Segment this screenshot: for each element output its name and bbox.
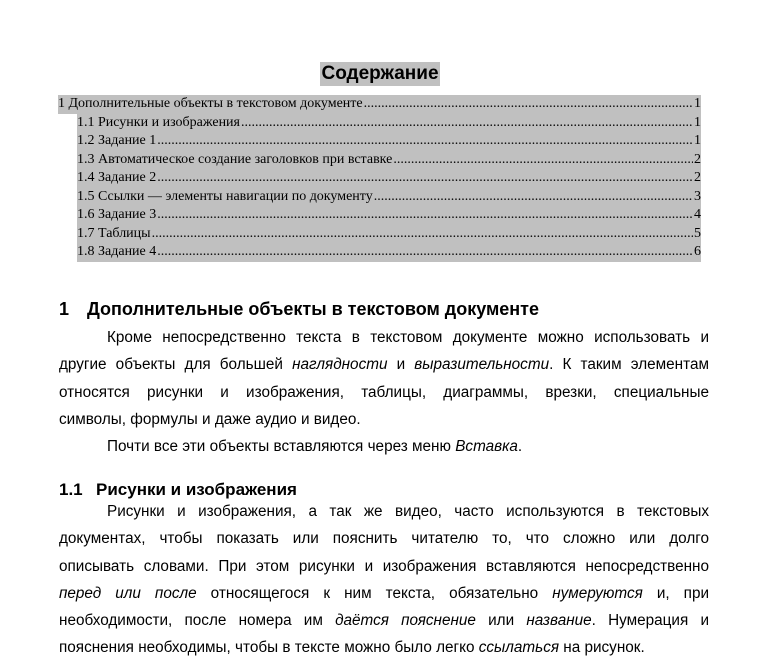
- text-run: другие объекты для большей: [59, 356, 293, 374]
- text-run: на рисунок.: [559, 639, 645, 657]
- text-run: документах, чтобы показать или пояснить читателю то, что сложно или долго: [59, 530, 709, 548]
- toc-entry-text: 1.8 Задание 4: [77, 244, 157, 259]
- toc-entry[interactable]: [77, 188, 701, 207]
- paragraph-line: [59, 634, 709, 661]
- section-heading-1: [59, 297, 539, 321]
- italic-run: название: [526, 612, 592, 630]
- text-run: или: [475, 612, 527, 630]
- toc-entry-text: 1.6 Задание 3: [77, 207, 157, 222]
- toc-entry-page: 1: [694, 114, 701, 130]
- text-run: пояснения необходимы, чтобы в тексте можно было легко: [59, 639, 479, 657]
- paragraph-line: [59, 379, 709, 406]
- toc-entry[interactable]: [77, 114, 701, 133]
- toc-entry-page: 1: [694, 133, 701, 148]
- italic-run: нумеруются: [552, 584, 643, 602]
- paragraph-line: [59, 525, 709, 552]
- paragraph-line: [59, 406, 709, 433]
- toc-entry-page: 3: [694, 188, 701, 204]
- toc-leader-dots: [241, 114, 693, 133]
- toc-entry-page: 5: [694, 225, 701, 241]
- toc-entry-page: 2: [694, 170, 701, 185]
- toc-leader-dots: [157, 243, 693, 262]
- paragraph-line: [59, 553, 709, 580]
- text-run: и, при: [642, 584, 709, 602]
- text-run: и: [387, 356, 415, 374]
- italic-run: Вставка: [455, 438, 518, 456]
- paragraph-line: [59, 580, 709, 607]
- italic-run: наглядности: [292, 356, 388, 374]
- toc-entry-text: 1.5 Ссылки — элементы навигации по документу: [77, 188, 373, 204]
- toc-entry-page: 4: [694, 207, 701, 222]
- section-title: Рисунки и изображения: [96, 480, 297, 499]
- section-title: Дополнительные объекты в текстовом документе: [87, 299, 539, 319]
- paragraph-line: [59, 607, 709, 634]
- toc-entry-text: 1.1 Рисунки и изображения: [77, 114, 240, 130]
- toc-leader-dots: [374, 188, 693, 207]
- toc-entry-text: 1 Дополнительные объекты в текстовом документе: [58, 96, 363, 111]
- toc-entry[interactable]: [77, 132, 701, 151]
- italic-run: даётся пояснение: [335, 612, 476, 630]
- toc-leader-dots: [364, 95, 693, 114]
- toc-entry[interactable]: [77, 243, 701, 262]
- text-run: относящегося к ним текста, обязательно: [196, 584, 553, 602]
- paragraph-line: [59, 433, 709, 460]
- text-run: символы, формулы и даже аудио и видео.: [59, 410, 361, 428]
- toc-entry-page: 6: [694, 244, 701, 259]
- italic-run: перед или после: [59, 584, 197, 602]
- section-1-body: [59, 324, 709, 460]
- paragraph-line: [59, 351, 709, 378]
- toc-title: Содержание: [321, 63, 439, 84]
- section-number: 1.1: [59, 480, 83, 499]
- table-of-contents: [58, 95, 701, 262]
- text-run: . К таким элементам: [549, 356, 709, 374]
- section-number: 1: [59, 299, 70, 319]
- text-run: .: [517, 438, 523, 456]
- toc-entry[interactable]: [77, 225, 701, 244]
- toc-entry[interactable]: [77, 206, 701, 225]
- toc-entry-text: 1.2 Задание 1: [77, 133, 157, 148]
- text-run: относятся рисунки и изображения, таблицы, диаграммы, врезки, специальные: [59, 383, 709, 401]
- toc-entry-page: 1: [694, 96, 701, 111]
- italic-run: выразительности: [414, 356, 550, 374]
- paragraph-line: [59, 498, 709, 525]
- toc-entry-page: 2: [694, 151, 701, 167]
- text-run: необходимости, после номера им: [59, 612, 336, 630]
- toc-leader-dots: [157, 169, 693, 188]
- toc-leader-dots: [157, 206, 693, 225]
- section-1-1-body: [59, 498, 709, 662]
- toc-leader-dots: [152, 225, 693, 244]
- text-run: Кроме непосредственно текста в текстовом документе можно использовать и: [107, 329, 709, 346]
- toc-entry-text: 1.3 Автоматическое создание заголовков при вставке: [77, 151, 393, 167]
- text-run: Рисунки и изображения, а так же видео, часто используются в текстовых: [107, 503, 709, 520]
- toc-entry[interactable]: [77, 169, 701, 188]
- toc-leader-dots: [393, 151, 693, 170]
- text-run: . Нумерация и: [591, 612, 709, 630]
- text-run: описывать словами. При этом рисунки и изображения вставляются непосредственно: [59, 557, 709, 575]
- paragraph-line: [59, 324, 709, 351]
- toc-entry[interactable]: [58, 95, 701, 114]
- toc-leader-dots: [157, 132, 693, 151]
- toc-entry[interactable]: [77, 151, 701, 170]
- toc-title-container: [0, 62, 760, 86]
- text-run: Почти все эти объекты вставляются через меню: [107, 438, 456, 456]
- toc-entry-text: 1.7 Таблицы: [77, 225, 151, 241]
- toc-entry-text: 1.4 Задание 2: [77, 170, 157, 185]
- italic-run: ссылаться: [478, 639, 560, 657]
